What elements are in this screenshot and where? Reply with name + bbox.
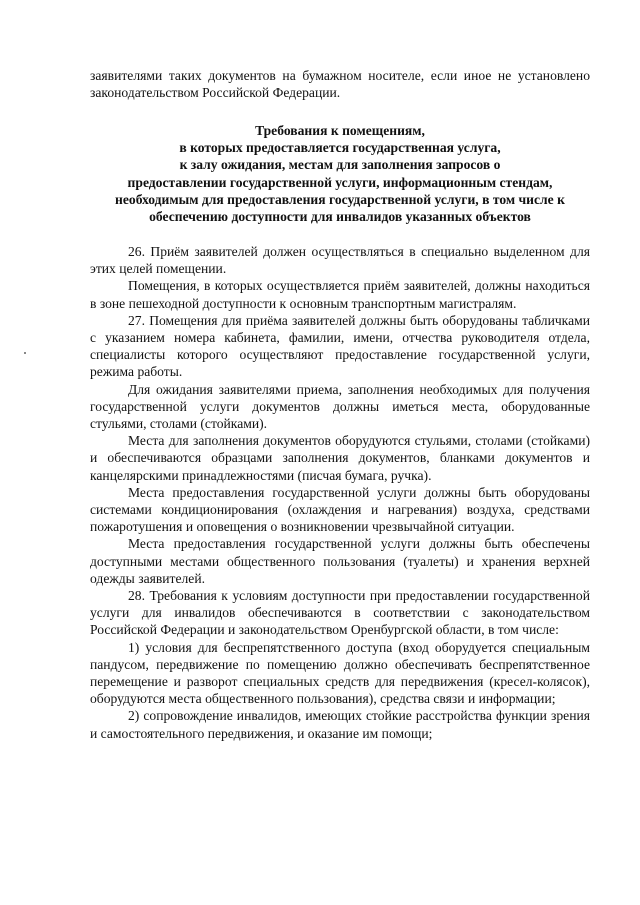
heading-line: обеспечению доступности для инвалидов указанных объектов <box>149 209 531 225</box>
paragraph-waiting-places: Для ожидания заявителями приема, заполнения необходимых для получения государственной услуги документов должны иметься места, оборудованные стульями, столами (стойками). <box>90 381 590 432</box>
list-item-1: 1) условия для беспрепятственного доступа (вход оборудуется специальным пандусом, передвижение по помещению должно обеспечивать беспрепятственное перемещение и разворот специальных средств для передвижения (кресел-колясок), оборудуются места общественного пользования), средства связи и информации; <box>90 639 590 707</box>
heading-line: к залу ожидания, местам для заполнения запросов о <box>179 157 501 173</box>
document-body <box>90 243 590 742</box>
heading-line: необходимым для предоставления государственной услуги, в том числе к <box>115 191 565 207</box>
paragraph-filling-places: Места для заполнения документов оборудуются стульями, столами (стойками) и обеспечиваются образцами заполнения документов, бланками документов и канцелярскими принадлежностями (писчая бумага, ручка). <box>90 433 590 483</box>
paragraph-26: 26. Приём заявителей должен осуществляться в специально выделенном для этих целей помещении. <box>90 244 590 277</box>
paragraph-conditioning: Места предоставления государственной услуги должны быть оборудованы системами кондиционирования (охлаждения и нагревания) воздуха, средствами пожаротушения и оповещения о возникновении чрезвычайной ситуации. <box>90 484 590 535</box>
heading-line: в которых предоставляется государственная услуга, <box>179 140 501 156</box>
scan-speck <box>24 352 26 354</box>
list-item-2: 2) сопровождение инвалидов, имеющих стойкие расстройства функции зрения и самостоятельного передвижения, и оказание им помощи; <box>90 708 590 741</box>
heading-line: предоставлении государственной услуги, информационным стендам, <box>127 174 553 190</box>
paragraph-27: 27. Помещения для приёма заявителей должны быть оборудованы табличками с указанием номера кабинета, фамилии, имени, отчества руководителя отдела, специалисты которого осуществляют предоставление государственной услуги, режима работы. <box>90 312 590 380</box>
paragraph-28: 28. Требования к условиям доступности при предоставлении государственной услуги для инвалидов обеспечиваются в соответствии с законодательством Российской Федерации и законодательством Оренбургской области, в том числе: <box>90 588 590 638</box>
intro-paragraph: заявителями таких документов на бумажном носителе, если иное не установлено законодательством Российской Федерации. <box>90 68 590 101</box>
section-heading <box>90 122 590 225</box>
intro-text <box>90 67 590 101</box>
paragraph-public-facilities: Места предоставления государственной услуги должны быть обеспечены доступными местами общественного пользования (туалеты) и хранения верхней одежды заявителей. <box>90 536 590 586</box>
paragraph-premises-location: Помещения, в которых осуществляется приём заявителей, должны находиться в зоне пешеходной доступности к основным транспортным магистралям. <box>90 278 590 311</box>
heading-line: Требования к помещениям, <box>255 123 425 138</box>
